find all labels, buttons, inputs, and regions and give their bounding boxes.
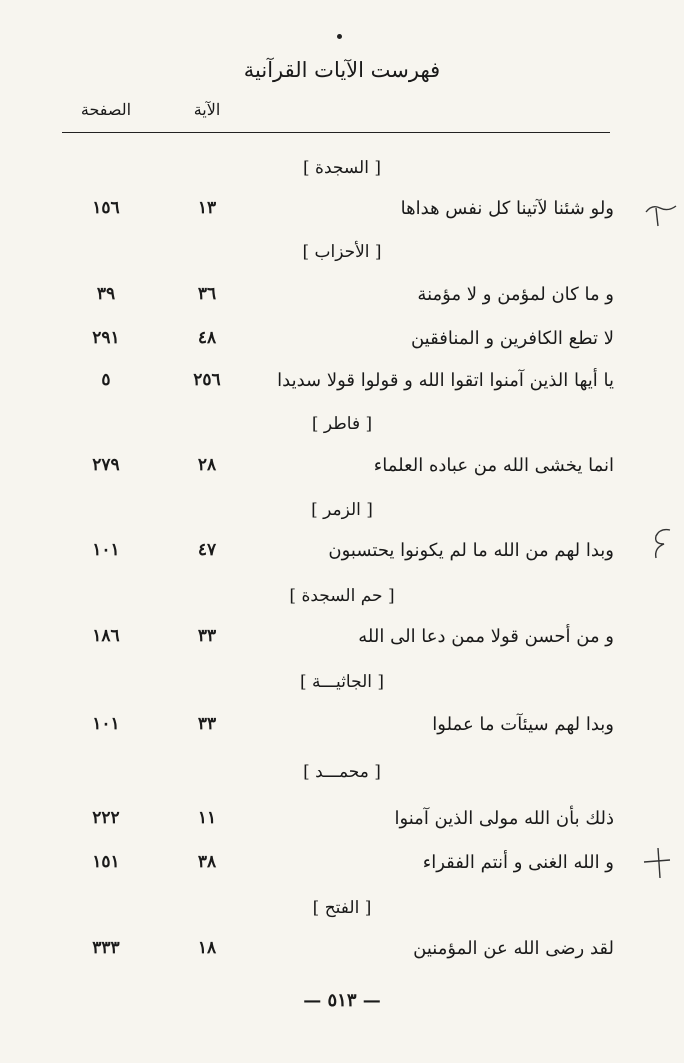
index-row [0, 328, 684, 358]
index-row [0, 455, 684, 485]
verse-text: وبدا لهم من الله ما لم يكونوا يحتسبون [328, 540, 614, 561]
section-heading: [ السجدة ] [303, 158, 381, 178]
verse-text: وبدا لهم سيئآت ما عملوا [432, 714, 614, 735]
page-number: ١٥١ [92, 852, 120, 872]
verse-text: و ما كان لمؤمن و لا مؤمنة [417, 284, 614, 305]
margin-mark [640, 192, 680, 236]
verse-number: ١٣ [197, 198, 217, 218]
verse-text: انما يخشى الله من عباده العلماء [373, 455, 614, 476]
index-row [0, 370, 684, 400]
page-number: ١٠١ [92, 714, 120, 734]
verse-text: ولو شئنا لآتينا كل نفس هداها [400, 198, 614, 219]
verse-number: ٢٥٦ [193, 370, 221, 390]
page-number: ١٠١ [92, 540, 120, 560]
section-heading: [ الأحزاب ] [302, 242, 382, 262]
verse-number: ٣٦ [197, 284, 217, 304]
verse-number: ٤٧ [197, 540, 217, 560]
index-row [0, 626, 684, 656]
section-heading: [ فاطر ] [311, 414, 373, 434]
page-title: فهرست الآيات القرآنية [243, 58, 441, 82]
index-row [0, 938, 684, 968]
section-heading: [ الجاثيـــة ] [299, 672, 385, 692]
index-row [0, 198, 684, 228]
verse-text: ذلك بأن الله مولى الذين آمنوا [394, 808, 614, 829]
verse-number: ١٨ [197, 938, 217, 958]
page-number: ٣٣٣ [92, 938, 120, 958]
verse-text: و من أحسن قولا ممن دعا الى الله [358, 626, 614, 647]
margin-mark [640, 522, 680, 566]
index-row [0, 808, 684, 838]
page-number: ١٨٦ [92, 626, 120, 646]
index-row [0, 284, 684, 314]
verse-number: ٤٨ [197, 328, 217, 348]
section-heading: [ الزمر ] [311, 500, 373, 520]
index-row [0, 540, 684, 570]
page-number: ٢٩١ [92, 328, 120, 348]
margin-mark [640, 840, 680, 884]
header-rule [62, 132, 610, 133]
page-number: ١٥٦ [92, 198, 120, 218]
page-footer-number: — ٥١٣ — [303, 990, 381, 1011]
page-number: ٢٢٢ [92, 808, 120, 828]
column-header-page: الصفحة [80, 100, 132, 119]
index-row [0, 852, 684, 882]
column-header-verse: الآية [193, 100, 221, 119]
section-heading: [ محمـــد ] [303, 762, 381, 782]
index-row [0, 714, 684, 744]
verse-text: لقد رضى الله عن المؤمنين [413, 938, 614, 959]
verse-number: ٣٣ [197, 714, 217, 734]
section-heading: [ الفتح ] [312, 898, 372, 918]
verse-number: ٢٨ [197, 455, 217, 475]
verse-text: و الله الغنى و أنتم الفقراء [422, 852, 614, 873]
verse-text: يا أيها الذين آمنوا اتقوا الله و قولوا قولا سديدا [277, 370, 614, 391]
page-number: ٥ [101, 370, 111, 390]
verse-number: ٣٨ [197, 852, 217, 872]
verse-text: لا تطع الكافرين و المنافقين [410, 328, 614, 349]
top-dot [337, 34, 342, 39]
verse-number: ١١ [197, 808, 217, 828]
page-number: ٢٧٩ [92, 455, 120, 475]
section-heading: [ حم السجدة ] [289, 586, 395, 606]
verse-number: ٣٣ [197, 626, 217, 646]
page-number: ٣٩ [96, 284, 116, 304]
